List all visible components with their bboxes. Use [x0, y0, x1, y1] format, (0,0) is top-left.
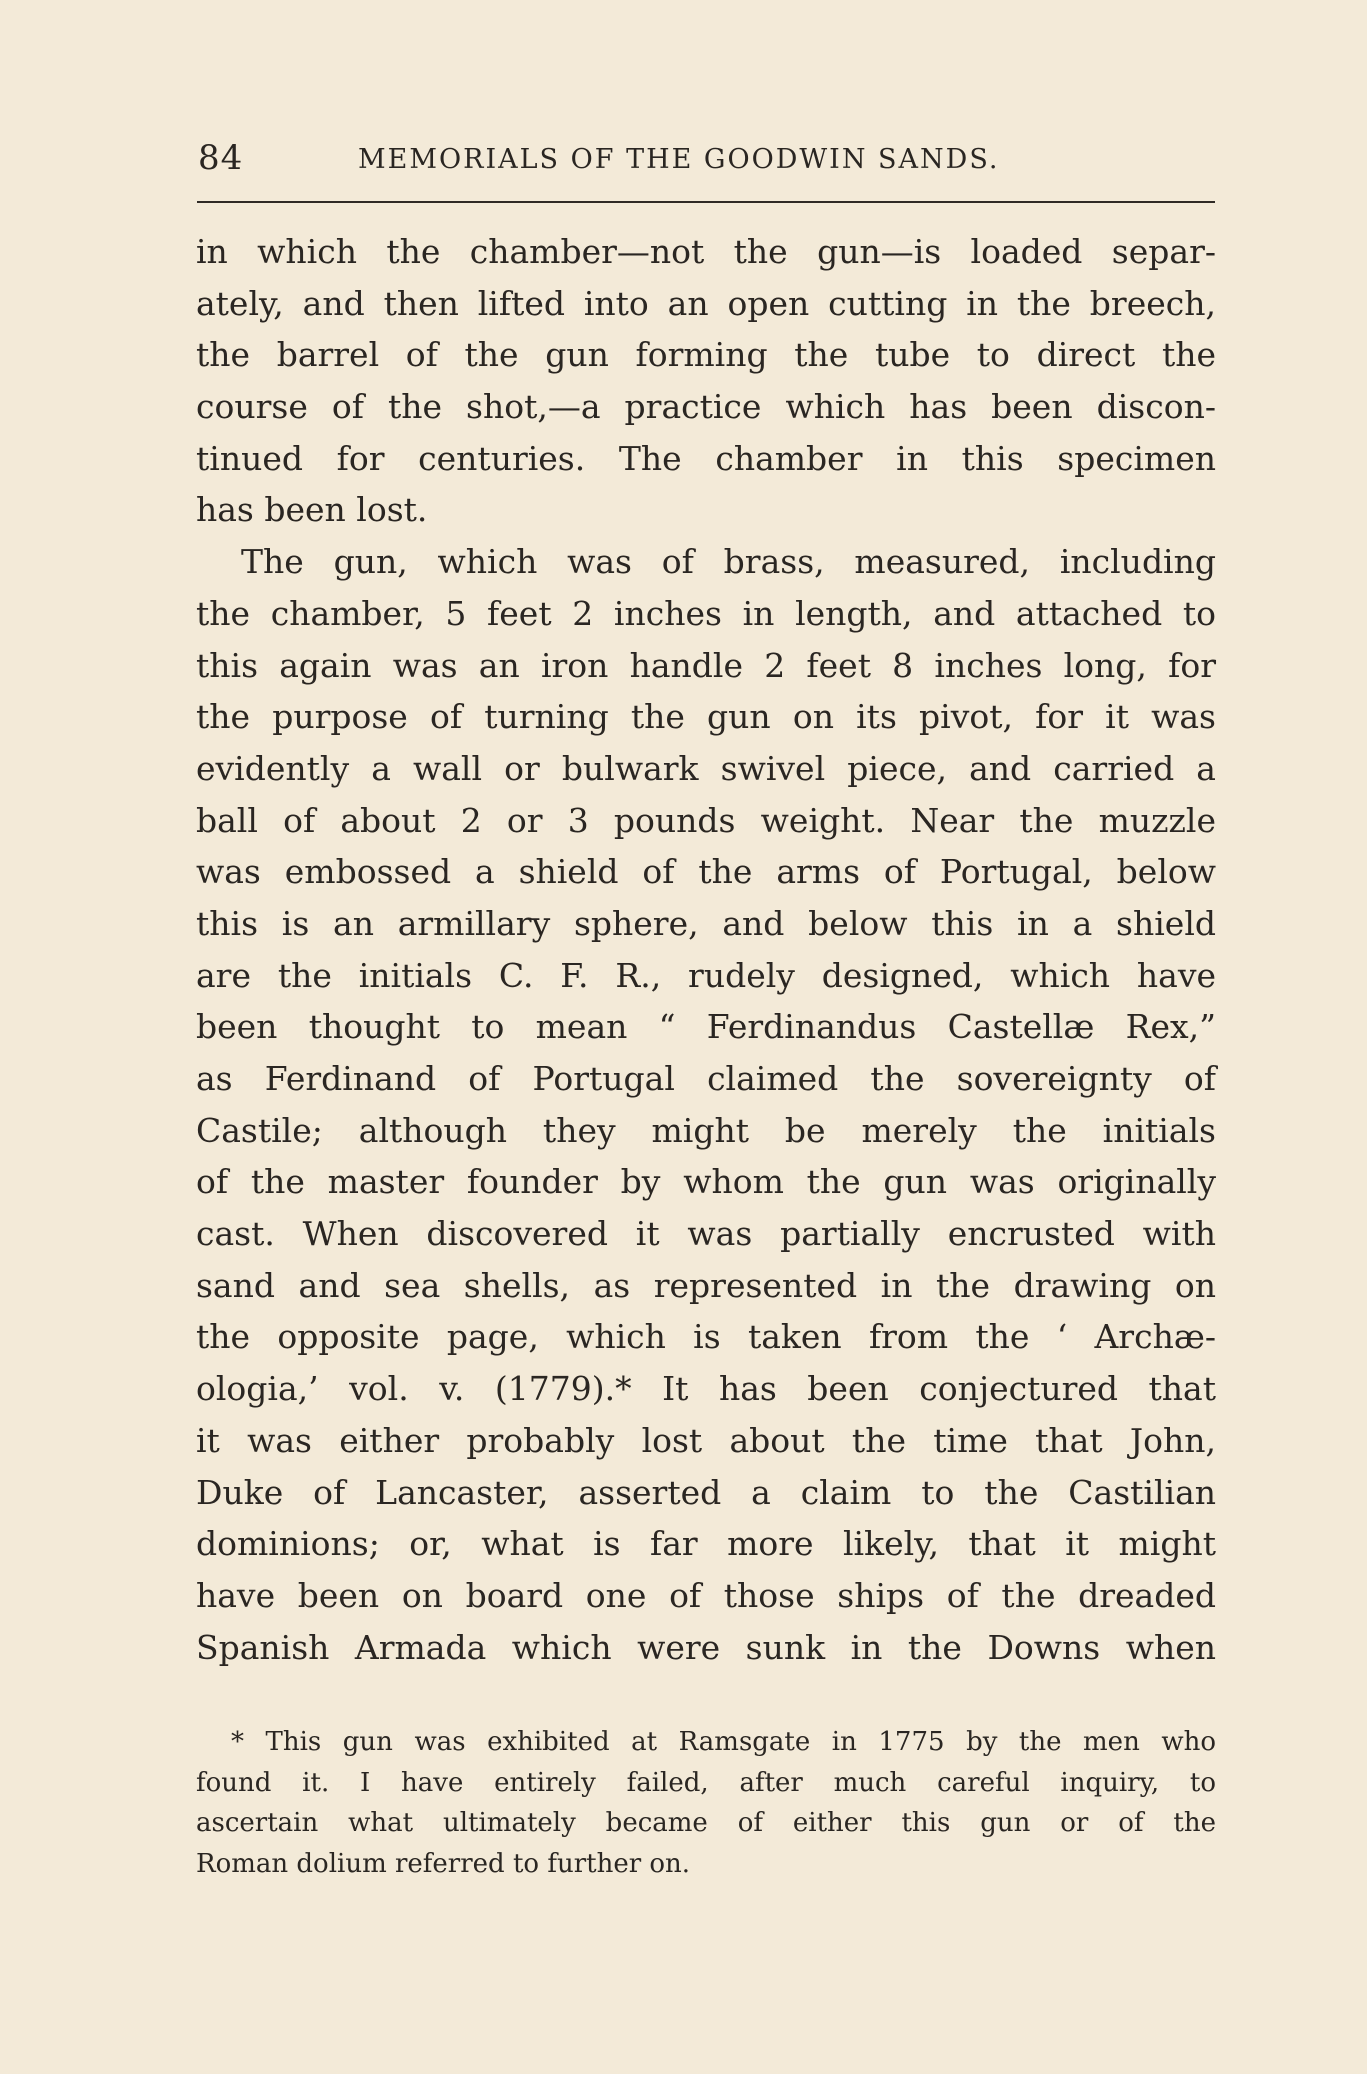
footnote-line: * This gun was exhibited at Ramsgate in 1775 by the men who [231, 1727, 1216, 1757]
footnote-line: Roman dolium referred to further on. [196, 1848, 691, 1879]
footnote [196, 1722, 1216, 1884]
running-head: MEMORIALS OF THE GOODWIN SANDS. [358, 144, 1000, 175]
text-line: evidently a wall or bulwark swivel piece, and carried a [196, 748, 1216, 788]
text-line: course of the shot,—a practice which has been discon- [196, 387, 1216, 427]
text-line: ologia,’ vol. v. (1779).* It has been conjectured that [196, 1369, 1216, 1409]
text-line: Castile; although they might be merely the initials [196, 1110, 1216, 1150]
text-line: dominions; or, what is far more likely, that it might [196, 1524, 1216, 1564]
text-line: the opposite page, which is taken from the ‘ Archæ- [196, 1317, 1216, 1357]
body-text [196, 226, 1216, 1673]
header-rule [197, 201, 1215, 203]
text-line: ately, and then lifted into an open cutting in the breech, [196, 283, 1216, 323]
footnote-line: found it. I have entirely failed, after much careful inquiry, to [196, 1767, 1216, 1798]
text-line: Spanish Armada which were sunk in the Downs when [196, 1627, 1216, 1667]
text-line: are the initials C. F. R., rudely designed, which have [196, 955, 1216, 995]
text-line: this again was an iron handle 2 feet 8 inches long, for [196, 645, 1216, 685]
text-line: the chamber, 5 feet 2 inches in length, and attached to [196, 593, 1216, 633]
text-line: tinued for centuries. The chamber in this specimen [196, 438, 1216, 478]
footnote-line: ascertain what ultimately became of either this gun or of the [196, 1808, 1216, 1838]
text-line: in which the chamber—not the gun—is loaded separ- [196, 232, 1216, 271]
page-header [198, 138, 1214, 188]
text-line: ball of about 2 or 3 pounds weight. Near the muzzle [196, 800, 1216, 840]
text-line: this is an armillary sphere, and below this in a shield [196, 903, 1216, 943]
text-line: as Ferdinand of Portugal claimed the sovereignty of [196, 1059, 1216, 1098]
text-line: of the master founder by whom the gun was originally [196, 1162, 1216, 1202]
text-line: Duke of Lancaster, asserted a claim to the Castilian [196, 1472, 1216, 1512]
text-line: the barrel of the gun forming the tube to direct the [196, 335, 1216, 375]
text-line: have been on board one of those ships of the dreaded [196, 1575, 1216, 1615]
text-line: sand and sea shells, as represented in the drawing on [196, 1265, 1216, 1305]
text-line: cast. When discovered it was partially encrusted with [196, 1214, 1216, 1254]
text-line: the purpose of turning the gun on its pivot, for it was [196, 697, 1216, 737]
text-line: was embossed a shield of the arms of Portugal, below [196, 852, 1216, 892]
page-number: 84 [198, 138, 244, 178]
text-line: been thought to mean “ Ferdinandus Castellæ Rex,” [196, 1007, 1216, 1047]
text-line: The gun, which was of brass, measured, including [241, 542, 1216, 582]
text-line: has been lost. [196, 490, 428, 530]
text-line: it was either probably lost about the time that John, [196, 1420, 1216, 1460]
